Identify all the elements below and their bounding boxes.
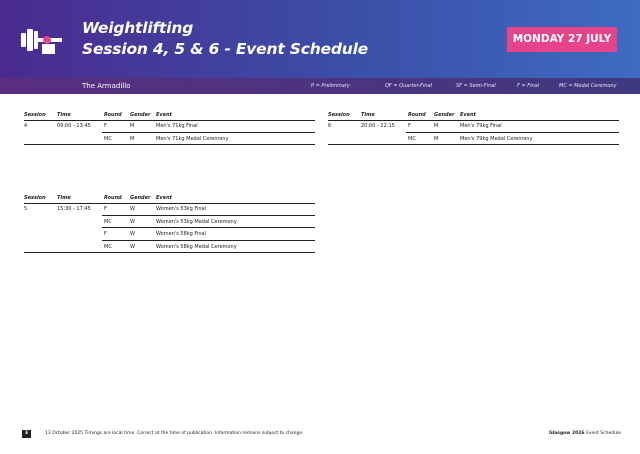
event-name: Men's 71kg Medal Ceremony xyxy=(156,135,229,142)
table-row xyxy=(328,120,619,133)
gender-code: M xyxy=(130,135,135,142)
table-row xyxy=(24,203,315,216)
round-code: F xyxy=(408,123,411,129)
event-name: Men's 71kg Final xyxy=(156,123,198,129)
table-header xyxy=(328,112,619,120)
col-gender: Gender xyxy=(130,195,151,201)
page-number: 3 xyxy=(22,430,31,438)
round-code: MC xyxy=(104,135,112,142)
footer-note: 13 October 2025 Timings are local time. Correct at the time of publication. Information remains subject to change. xyxy=(45,431,304,436)
brand-suffix: Event Schedule xyxy=(585,431,621,436)
col-time: Time xyxy=(361,112,375,118)
round-code: MC xyxy=(408,135,416,142)
legend-final: F = Final xyxy=(517,83,540,89)
date-badge: MONDAY 27 JULY xyxy=(507,27,617,52)
event-name: Men's 79kg Final xyxy=(460,123,502,129)
session-time: 09:00 - 13:45 xyxy=(57,123,91,129)
header-banner xyxy=(0,0,640,78)
col-time: Time xyxy=(57,112,71,118)
table-header xyxy=(24,195,315,203)
session-table-6 xyxy=(328,112,619,145)
gender-code: M xyxy=(434,135,439,142)
table-row xyxy=(328,133,619,146)
round-code: F xyxy=(104,206,107,212)
gender-code: W xyxy=(130,218,135,225)
col-gender: Gender xyxy=(130,112,151,118)
gender-code: M xyxy=(434,123,439,129)
col-event: Event xyxy=(460,112,477,118)
round-code: F xyxy=(104,231,107,237)
event-name: Women's 53kg Medal Ceremony xyxy=(156,218,237,225)
col-session: Session xyxy=(24,195,46,201)
round-code: MC xyxy=(104,218,112,225)
gender-code: W xyxy=(130,243,135,250)
col-session: Session xyxy=(24,112,46,118)
col-round: Round xyxy=(408,112,426,118)
table-row xyxy=(24,216,315,229)
gender-code: W xyxy=(130,206,135,212)
col-gender: Gender xyxy=(434,112,455,118)
event-name: Women's 58kg Medal Ceremony xyxy=(156,243,237,250)
venue-name: The Armadillo xyxy=(82,82,131,90)
col-session: Session xyxy=(328,112,350,118)
weightlifting-icon xyxy=(20,24,64,56)
session-number: 6 xyxy=(328,123,332,129)
round-code: MC xyxy=(104,243,112,250)
sport-title: Weightlifting xyxy=(82,19,194,37)
event-name: Women's 58kg Final xyxy=(156,231,206,237)
col-round: Round xyxy=(104,112,122,118)
session-number: 4 xyxy=(24,123,28,129)
session-table-4 xyxy=(24,112,315,145)
col-round: Round xyxy=(104,195,122,201)
page-title: Session 4, 5 & 6 - Event Schedule xyxy=(82,40,368,58)
event-name: Women's 53kg Final xyxy=(156,206,206,212)
gender-code: M xyxy=(130,123,135,129)
legend-semi-final: SF = Semi-Final xyxy=(456,83,496,89)
col-event: Event xyxy=(156,195,173,201)
legend-medal-ceremony: MC = Medal Ceremony xyxy=(559,83,617,89)
table-row xyxy=(24,228,315,241)
footer-brand xyxy=(549,431,621,436)
session-time: 20:00 - 22:15 xyxy=(361,123,395,129)
gender-code: W xyxy=(130,231,135,237)
round-code: F xyxy=(104,123,107,129)
session-table-5 xyxy=(24,195,315,253)
session-time: 15:30 - 17:45 xyxy=(57,206,91,212)
venue-bar xyxy=(0,78,640,94)
col-event: Event xyxy=(156,112,173,118)
table-row xyxy=(24,133,315,146)
table-header xyxy=(24,112,315,120)
session-number: 5 xyxy=(24,206,28,212)
table-row xyxy=(24,120,315,133)
brand-name: Glasgow 2026 xyxy=(549,431,585,436)
legend-preliminary: P = Preliminary xyxy=(311,83,350,89)
legend-quarter-final: QF = Quarter-Final xyxy=(385,83,432,89)
col-time: Time xyxy=(57,195,71,201)
table-row xyxy=(24,241,315,254)
event-name: Men's 79kg Medal Ceremony xyxy=(460,135,533,142)
